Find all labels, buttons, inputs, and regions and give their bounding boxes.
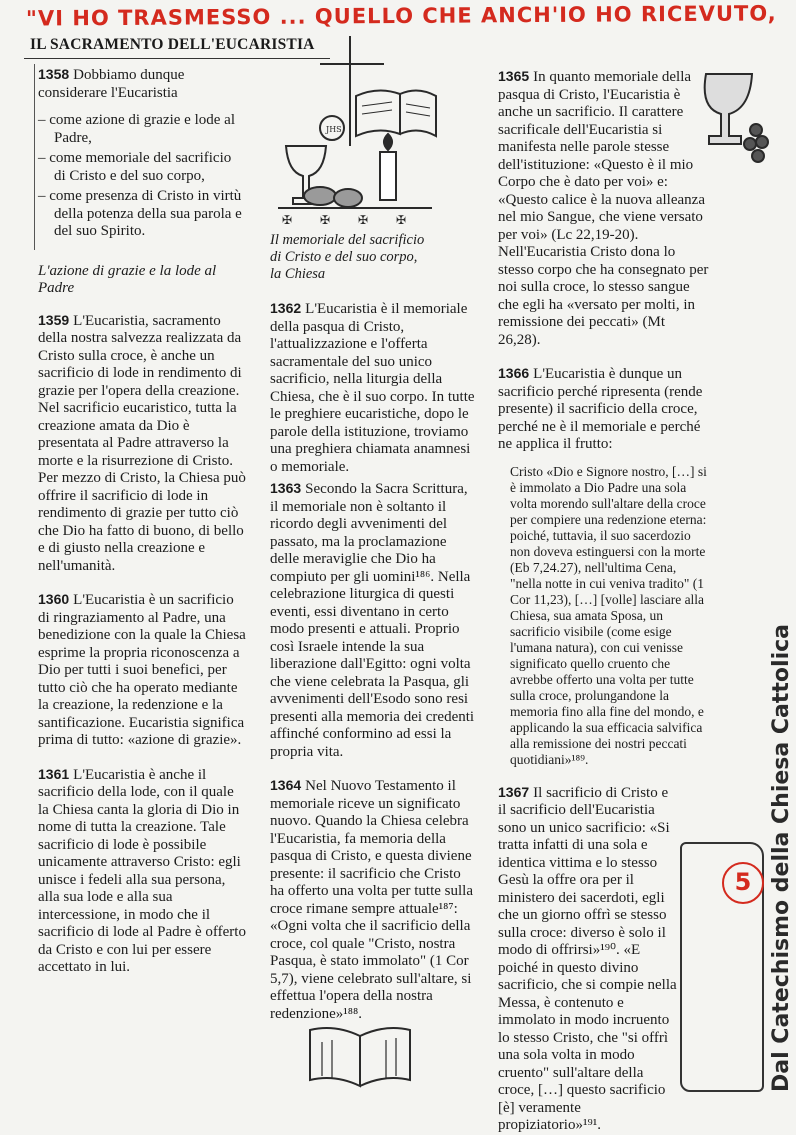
open-book-sketch: [300, 1020, 420, 1090]
list-item: – come presenza di Cristo in virtù della potenza della sua parola e del suo Spirito.: [38, 188, 242, 239]
column-rule: [34, 64, 35, 250]
host-label: JHS: [326, 125, 342, 134]
column-middle: [270, 300, 478, 1023]
paragraph-text: L'Eucaristia è il memoriale della pasqua di Cristo, l'attualizzazione e l'offerta sacramentale del suo unico sacrificio, nella liturgia della Chiesa, che è il suo corpo. In tutte le preghiere eucaristiche, dopo le parole della istituzione, troviamo una preghiera chiamata anamnesi o memoriale.: [270, 301, 475, 475]
paragraph-1358: [38, 66, 246, 102]
page-number-circle: 5: [722, 862, 764, 904]
council-quote: Cristo «Dio e Signore nostro, […] si è immolato a Dio Padre una sola volta morendo sull'altare della croce per compiere una redenzione eterna: poiché, tuttavia, il suo sacerdozio non doveva estinguersi con la morte (Eb 7,24.27), nell'ultima Cena, "nella notte in cui veniva tradito" (1 Cor 11,23), […] [volle] lasciare alla Chiesa, sua amata Sposa, un sacrificio visibile (come esige l'umana natura), con cui venisse significato quello cruento che avrebbe offerto una volta per tutte sulla croce, prolungandone la memoria fino alla fine del mondo, e applicando la sua efficacia salvifica alla remissione dei nostri peccati quotidiani»¹⁸⁹.: [510, 463, 707, 767]
list-item: – come memoriale del sacrificio di Cristo e del suo corpo,: [38, 150, 232, 184]
paragraph-number: 1363: [270, 480, 302, 496]
caption-line: la Chiesa: [270, 266, 326, 282]
source-note-text: Dal Catechismo della Chiesa Cattolica: [769, 623, 794, 1092]
candle-flame: [384, 134, 392, 150]
paragraph-1361: [38, 766, 246, 977]
paragraph-text: L'Eucaristia è dunque un sacrificio perché ripresenta (rende presente) il sacrificio della croce, perché ne è il memoriale e perché ne applica il frutto:: [498, 366, 703, 452]
eucharist-illustration: [272, 36, 442, 232]
paragraph-text: L'Eucaristia, sacramento della nostra salvezza realizzata da Cristo sulla croce, è anche un sacrificio di lode in rendimento di grazie per l'opera della creazione. Nel sacrificio eucaristico, tutta la creazione amata da Dio è presentata al Padre attraverso la morte e la risurrezione di Cristo. Per mezzo di Cristo, la Chiesa può offrire il sacrificio di lode in rendimento di grazie per tutto ciò che Dio ha fatto di buono, di bello e di giusto nella creazione e nell'umanità.: [38, 312, 246, 574]
svg-text:✠: ✠: [358, 213, 369, 227]
paragraph-number: 1362: [270, 300, 302, 316]
paragraph-1359: [38, 312, 246, 576]
paragraph-1362: [270, 300, 478, 476]
paragraph-1367: [498, 784, 678, 1135]
section-title: IL SACRAMENTO DELL'EUCARISTIA: [30, 36, 315, 53]
paragraph-number: 1360: [38, 591, 70, 607]
paragraph-number: 1365: [498, 68, 530, 84]
figure-caption: [270, 232, 460, 283]
bread-right: [334, 189, 362, 207]
paragraph-1365: [498, 68, 710, 349]
paragraph-text: Secondo la Sacra Scrittura, il memoriale non è soltanto il ricordo degli avvenimenti del passato, ma la proclamazione delle meraviglie che Dio ha compiuto per gli uomini¹⁸⁶. Nella celebrazione liturgica di questi eventi, essi diventano in certo modo presenti e attuali. Proprio così Israele intende la sua liberazione dall'Egitto: ogni volta che viene celebrata la Pasqua, gli avvenimenti dell'Esodo sono resi presenti alla memoria dei credenti affinché conformino ad essi la propria vita.: [270, 481, 475, 760]
paragraph-1366: [498, 365, 710, 454]
paragraph-text: L'Eucaristia è anche il sacrificio della lode, con il quale la Chiesa canta la gloria di Dio in nome di tutta la creazione. Tale sacrificio di lode è possibile unicamente attraverso Cristo: egli unisce i fedeli alla sua persona, alla sua lode e alla sua intercessione, in modo che il sacrificio di lode al Padre è offerto da Cristo e con lui per essere accettato in lui.: [38, 766, 246, 975]
svg-text:✠: ✠: [396, 213, 407, 227]
caption-line: Il memoriale del sacrificio: [270, 232, 425, 248]
paragraph-number: 1358: [38, 66, 70, 82]
list-item: – come azione di grazie e lode al Padre,: [38, 112, 235, 146]
paragraph-text: Il sacrificio di Cristo e il sacrificio dell'Eucaristia sono un unico sacrificio: «Si tratta infatti di una sola e identica vittima e lo stesso Gesù la offre ora per il ministero dei sacerdoti, egli che un giorno offrì se stesso sulla croce: diverso è solo il modo di offrirsi»¹⁹⁰. «E poiché in questo divino sacrificio, che si compie nella Messa, è contenuto e immolato in modo incruento lo stesso Cristo, che "si offrì una sola volta in modo cruento" sull'altare della croce, […] questo sacrificio [è] veramente propiziatorio»¹⁹¹.: [498, 784, 677, 1133]
eucharist-aspects-list: [38, 112, 246, 241]
column-left: [38, 66, 246, 977]
paragraph-text: In quanto memoriale della pasqua di Cristo, l'Eucaristia è anche un sacrificio. Il carattere sacrificale dell'Eucaristia si manifesta nelle parole stesse dell'istituzione: «Questo è il mio Corpo che è dato per voi» e: «Questo calice è la nuova alleanza nel mio Sangue, che viene versato per voi» (Lc 22,19-20). Nell'Eucaristia Cristo dona lo stesso corpo che ha consegnato per noi sulla croce, lo stesso sangue che egli ha «versato per molti, in remissione dei peccati» (Mt 26,28).: [498, 69, 709, 348]
handwritten-heading-note: "VI HO TRASMESSO ... QUELLO CHE ANCH'IO HO RICEVUTO,: [25, 1, 777, 31]
paragraph-text: Nel Nuovo Testamento il memoriale riceve un significato nuovo. Quando la Chiesa celebra l'Eucaristia, fa memoria della pasqua di Cristo, e questa diviene presente: il sacrificio che Cristo ha offerto una volta per tutte sulla croce rimane sempre attuale¹⁸⁷: «Ogni volta che il sacrificio della croce, col quale "Cristo, nostra Pasqua, è stato immolato" (1 Cor 5,7), viene celebrato sull'altare, si effettua l'opera della nostra redenzione»¹⁸⁸.: [270, 778, 473, 1022]
paragraph-1363: [270, 480, 478, 761]
caption-line: di Cristo e del suo corpo,: [270, 249, 418, 265]
candle: [380, 152, 396, 200]
bread-left: [304, 187, 336, 205]
paragraph-number: 1359: [38, 311, 70, 328]
paragraph-text: Dobbiamo dunque considerare l'Eucaristia: [38, 67, 185, 101]
paragraph-number: 1366: [498, 365, 530, 381]
paragraph-number: 1367: [498, 783, 530, 800]
paragraph-text: L'Eucaristia è un sacrificio di ringraziamento al Padre, una benedizione con la quale la Chiesa esprime la propria riconoscenza a Dio per tutti i suoi benefici, per tutto ciò che ha operato mediante la creazione, la redenzione e la santificazione. Eucaristia significa prima di tutto: «azione di grazie».: [38, 592, 246, 748]
chalice-sketch: [700, 60, 770, 170]
svg-text:✠: ✠: [320, 213, 331, 227]
paragraph-number: 1364: [270, 777, 302, 793]
svg-text:✠: ✠: [282, 213, 293, 227]
paragraph-number: 1361: [38, 765, 70, 782]
paragraph-1364: [270, 777, 478, 1023]
paragraph-1360: [38, 591, 246, 750]
subsection-heading: L'azione di grazie e la lode al Padre: [38, 262, 217, 296]
